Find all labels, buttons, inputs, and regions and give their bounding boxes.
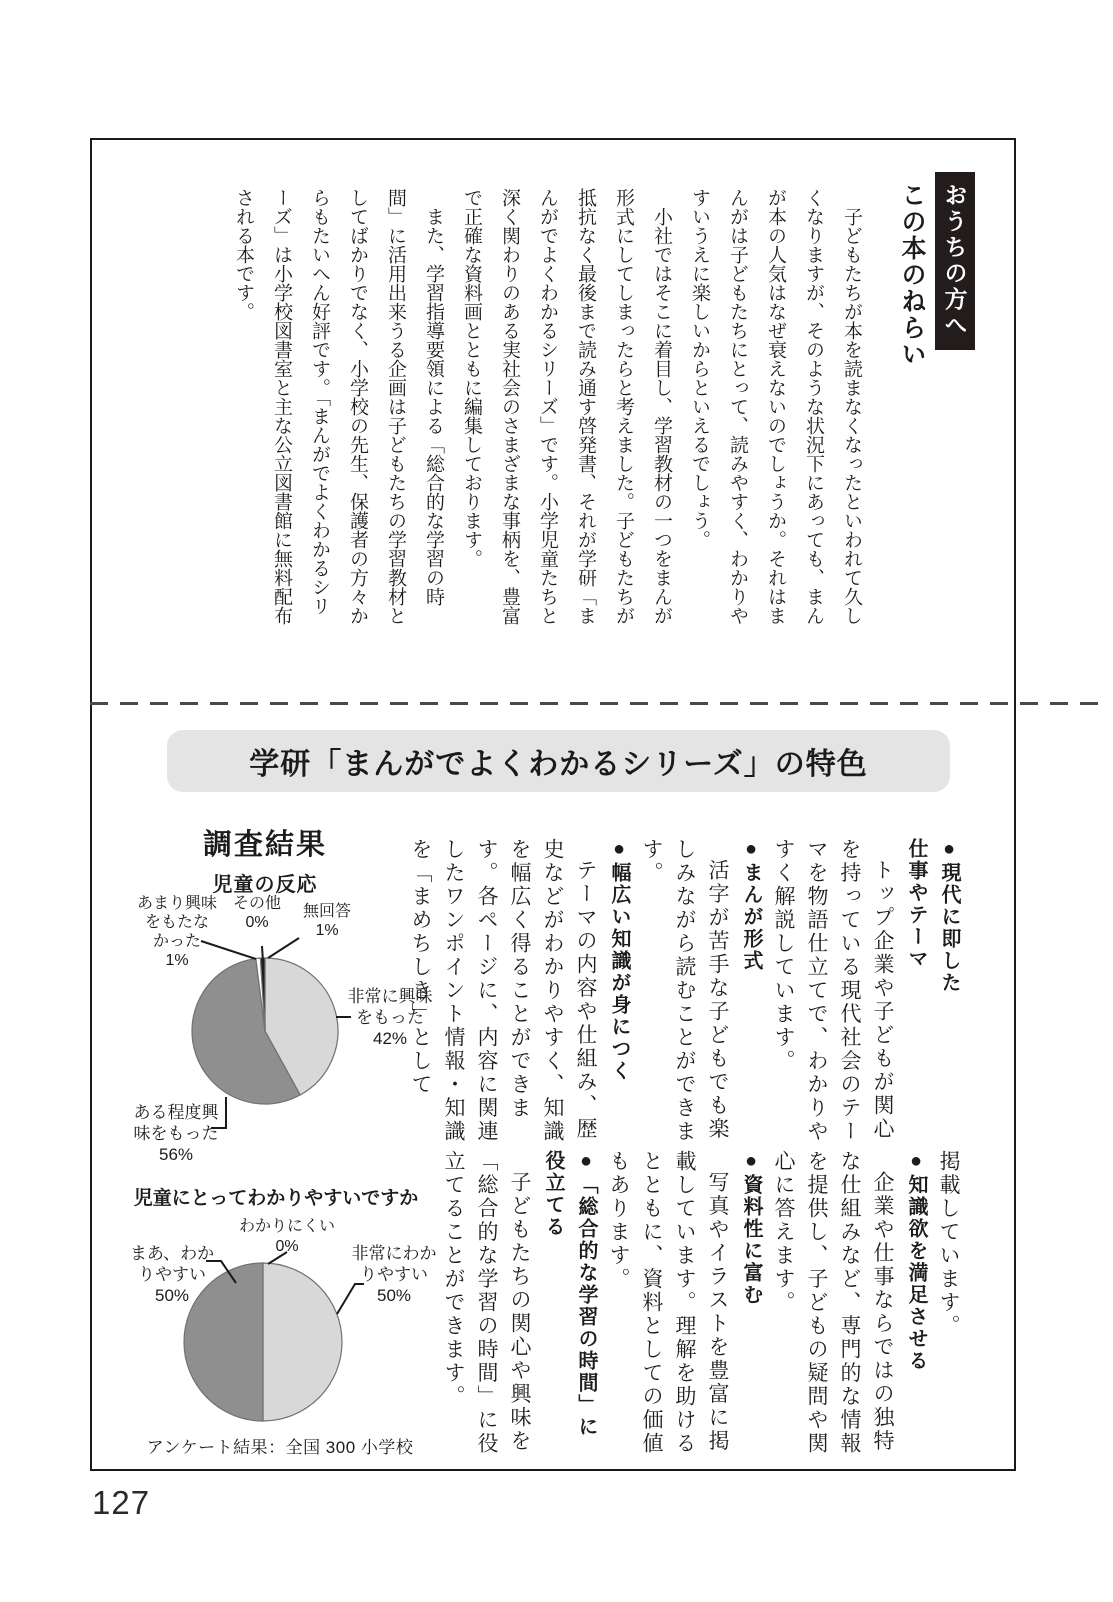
survey-chart-1	[100, 810, 440, 1190]
survey-chart-2	[100, 1175, 452, 1467]
feature-body: 活字が苦手な子どもでも楽しみながら読むことができます。	[640, 838, 730, 1144]
intro-paragraph: また、学習指導要領による「総合的な学習の時間」に活用出来うる企画は子どもたちの学習教材としてばかりでなく、小学校の先生、保護者の方々からもたいへん好評です。「まんがでよくわかるシリーズ」は小学校図書室と主な公立図書館に無料配布される本です。	[233, 188, 444, 625]
dashed-cut-line	[90, 702, 1108, 705]
feature-body: 企業や仕事ならではの独特な仕組みなど、専門的な情報を提供し、子どもの疑問や関心に答えます。	[772, 1150, 895, 1456]
feature-body: テーマの内容や仕組み、歴史などがわかりやすく、知識を幅広く得ることができます。各ページに、内容に関連したワンポイント情報・知識を「まめちしき」として	[409, 838, 598, 1144]
parents-note-tab-label: おうちの方へ	[941, 183, 968, 339]
pie-label-little-interest: あまり興味 をもたな かった 1%	[136, 895, 217, 969]
intro-paragraph: 小社ではそこに着目し、学習教材の一つをまんが形式にしてしまったらと考えました。子どもたちが抵抗なく最後まで読み通す啓発書、それが学研「まんがでよくわかるシリーズ」です。小学児童たちと深く関わりのある実社会のさまざまな事柄を、豊富で正確な資料画とともに編集しております。	[461, 188, 672, 625]
features-upper-band	[404, 838, 965, 1148]
pie-slice	[263, 1263, 342, 1421]
pie-label-very-interested: 非常に興味 をもった 42%	[347, 987, 433, 1048]
leader-line-other	[262, 946, 263, 962]
survey-chart-1-subtitle: 児童の反応	[212, 874, 318, 896]
feature-heading: ●現代に即した	[938, 838, 960, 994]
feature-heading: ●知識欲を満足させる	[905, 1150, 927, 1372]
pie-label-fairly-clear: まあ、わか りやすい 50%	[129, 1244, 215, 1305]
pie-label-other: その他 0%	[232, 895, 281, 931]
pie-label-hard-to-understand: わかりにくい 0%	[238, 1218, 335, 1255]
feature-banner	[167, 730, 950, 792]
feature-heading: 役立てる	[542, 1150, 564, 1238]
pie-1-slices	[192, 958, 338, 1104]
pie-label-very-clear: 非常にわか りやすい 50%	[351, 1244, 437, 1305]
feature-body: トップ企業や子どもが関心を持っている現代社会のテーマを物語仕立てで、わかりやすく解説しています。	[772, 838, 895, 1144]
feature-heading: ●まんが形式	[740, 838, 762, 972]
section-title: この本のねらい	[898, 182, 925, 368]
intro-text	[224, 188, 870, 630]
feature-banner-title: 学研「まんがでよくわかるシリーズ」の特色	[249, 748, 868, 781]
leader-line-no-answer	[268, 938, 299, 958]
feature-body-continuation: 掲載しています。	[937, 1150, 961, 1338]
pie-label-no-answer: 無回答 1%	[302, 903, 351, 939]
survey-results-title: 調査結果	[202, 829, 327, 861]
feature-heading: 仕事やテーマ	[905, 838, 927, 970]
feature-heading: ●資料性に富む	[740, 1150, 762, 1306]
pie-label-some-interest: ある程度興 味をもった 56%	[133, 1103, 219, 1164]
intro-paragraph: 子どもたちが本を読まなくなったといわれて久しくなりますが、そのような状況下にあっても、まんが本の人気はなぜ衰えないのでしょうか。それはまんがは子どもたちにとって、読みやすく、わかりやすいうえに楽しいからといえるでしょう。	[689, 188, 862, 625]
feature-body: 写真やイラストを豊富に掲載しています。理解を助けるとともに、資料としての価値もあります。	[607, 1150, 730, 1456]
survey-note: アンケート結果：全国 300 小学校	[146, 1438, 414, 1457]
parents-note-tab	[935, 172, 975, 350]
feature-body: 子どもたちの関心や興味を「総合的な学習の時間」に役立てることができます。	[442, 1150, 532, 1456]
feature-heading: ●幅広い知識が身につく	[608, 838, 630, 1082]
page-number: 127	[92, 1484, 151, 1521]
features-lower-band	[437, 1150, 965, 1460]
survey-chart-2-title: 児童にとってわかりやすいですか	[133, 1188, 419, 1209]
feature-heading: ●「総合的な学習の時間」に	[575, 1150, 597, 1438]
